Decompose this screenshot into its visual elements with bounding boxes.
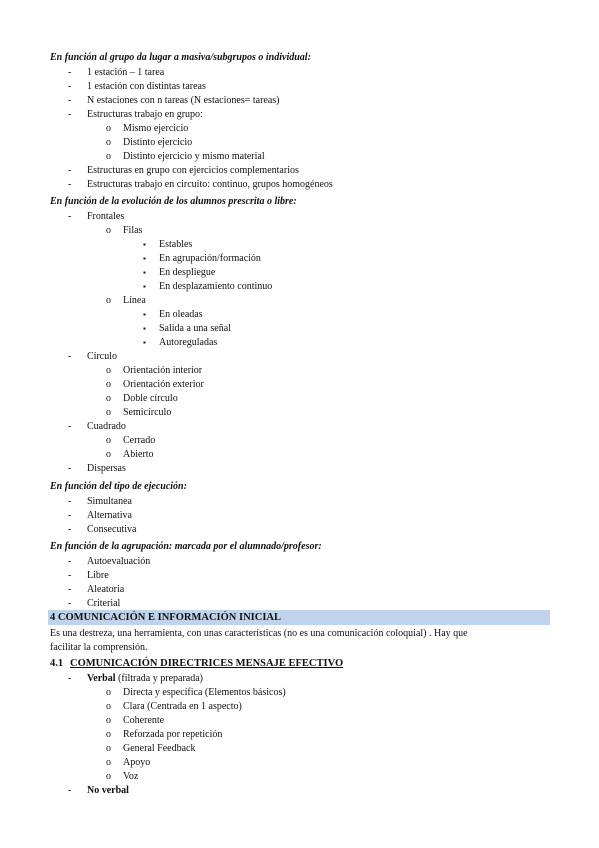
dash-marker: -	[68, 351, 72, 362]
circle-marker: o	[106, 123, 111, 134]
sub-list-item: Coherente	[123, 715, 165, 726]
square-marker: ▪	[143, 310, 146, 319]
square-marker: ▪	[143, 282, 146, 291]
dash-marker: -	[68, 421, 72, 432]
section-heading: En función de la agrupación: marcada por el alumnado/profesor:	[50, 541, 322, 552]
list-item: Libre	[87, 570, 109, 581]
list-item: Cuadrado	[87, 421, 126, 432]
circle-marker: o	[106, 225, 111, 236]
section-heading: En función del tipo de ejecución:	[50, 481, 187, 492]
dash-marker: -	[68, 510, 72, 521]
sub-sub-list-item: En despliegue	[159, 267, 216, 278]
circle-marker: o	[106, 771, 111, 782]
circle-marker: o	[106, 365, 111, 376]
square-marker: ▪	[143, 324, 146, 333]
sub-list-item: Abierto	[123, 449, 154, 460]
circle-marker: o	[106, 757, 111, 768]
dash-marker: -	[68, 67, 72, 78]
list-item: Estructuras trabajo en circuito: continuo, grupos homogéneos	[87, 179, 333, 190]
sub-list-item: Cerrado	[123, 435, 156, 446]
list-item: Alternativa	[87, 510, 132, 521]
sub-list-item: Clara (Centrada en 1 aspecto)	[123, 701, 242, 712]
dash-marker: -	[68, 95, 72, 106]
sub-list-item: Apoyo	[123, 757, 151, 768]
sub-list-item: Orientación interior	[123, 365, 203, 376]
sub-list-item: Línea	[123, 295, 146, 306]
sub-list-item: Filas	[123, 225, 143, 236]
section-heading: En función al grupo da lugar a masiva/subgrupos o individual:	[50, 52, 311, 63]
square-marker: ▪	[143, 338, 146, 347]
circle-marker: o	[106, 715, 111, 726]
sub-sub-list-item: En desplazamiento continuo	[159, 281, 273, 292]
square-marker: ▪	[143, 268, 146, 277]
dash-marker: -	[68, 673, 72, 684]
dash-marker: -	[68, 179, 72, 190]
list-item: N estaciones con n tareas (N estaciones= tareas)	[87, 95, 280, 106]
subsection-number: 4.1	[50, 658, 64, 669]
dash-marker: -	[68, 598, 72, 609]
circle-marker: o	[106, 701, 111, 712]
list-item: Autoevaluación	[87, 556, 151, 567]
square-marker: ▪	[143, 254, 146, 263]
list-item: Simultanea	[87, 496, 132, 507]
list-item: Frontales	[87, 211, 125, 222]
sub-list-item: Distinto ejercicio	[123, 137, 193, 148]
circle-marker: o	[106, 407, 111, 418]
list-item: Dispersas	[87, 463, 126, 474]
circle-marker: o	[106, 435, 111, 446]
sub-list-item: Voz	[123, 771, 139, 782]
list-item: Consecutiva	[87, 524, 137, 535]
dash-marker: -	[68, 463, 72, 474]
sub-list-item: Reforzada por repetición	[123, 729, 223, 740]
list-item: No verbal	[87, 785, 129, 796]
circle-marker: o	[106, 151, 111, 162]
verbal-note: (filtrada y preparada)	[118, 673, 203, 684]
square-marker: ▪	[143, 240, 146, 249]
circle-marker: o	[106, 393, 111, 404]
circle-marker: o	[106, 729, 111, 740]
sub-sub-list-item: Estables	[159, 239, 193, 250]
sub-list-item: Directa y específica (Elementos básicos)	[123, 687, 286, 698]
subsection-title: COMUNICACIÓN DIRECTRICES MENSAJE EFECTIVO	[70, 658, 344, 669]
list-item: Estructuras en grupo con ejercicios complementarios	[87, 165, 299, 176]
dash-marker: -	[68, 211, 72, 222]
sub-sub-list-item: Salida a una señal	[159, 323, 231, 334]
section-heading: En función de la evolución de los alumnos prescrita o libre:	[50, 196, 297, 207]
paragraph-line: facilitar la comprensión.	[50, 642, 148, 653]
circle-marker: o	[106, 743, 111, 754]
sub-list-item: General Feedback	[123, 743, 196, 754]
circle-marker: o	[106, 449, 111, 460]
dash-marker: -	[68, 496, 72, 507]
dash-marker: -	[68, 556, 72, 567]
dash-marker: -	[68, 524, 72, 535]
list-item: 1 estación – 1 tarea	[87, 67, 165, 78]
dash-marker: -	[68, 165, 72, 176]
sub-sub-list-item: Autoreguladas	[159, 337, 218, 348]
sub-list-item: Doble círculo	[123, 393, 178, 404]
circle-marker: o	[106, 687, 111, 698]
list-item: Criterial	[87, 598, 121, 609]
circle-marker: o	[106, 379, 111, 390]
list-item: Estructuras trabajo en grupo:	[87, 109, 203, 120]
dash-marker: -	[68, 81, 72, 92]
dash-marker: -	[68, 570, 72, 581]
sub-list-item: Distinto ejercicio y mismo material	[123, 151, 265, 162]
dash-marker: -	[68, 109, 72, 120]
dash-marker: -	[68, 785, 72, 796]
list-item	[87, 673, 203, 685]
list-item: Círculo	[87, 351, 117, 362]
sub-sub-list-item: En oleadas	[159, 309, 203, 320]
sub-sub-list-item: En agrupación/formación	[159, 253, 261, 264]
list-item: 1 estación con distintas tareas	[87, 81, 206, 92]
verbal-label: Verbal	[87, 673, 116, 684]
sub-list-item: Mismo ejercicio	[123, 123, 189, 134]
sub-list-item: Orientación exterior	[123, 379, 204, 390]
sub-list-item: Semicírculo	[123, 407, 172, 418]
paragraph-line: Es una destreza, una herramienta, con unas características (no es una comunicación coloquial) . Hay que	[50, 628, 468, 639]
chapter-title: 4 COMUNICACIÓN E INFORMACIÓN INICIAL	[50, 612, 282, 623]
list-item: Aleatoria	[87, 584, 125, 595]
circle-marker: o	[106, 137, 111, 148]
circle-marker: o	[106, 295, 111, 306]
dash-marker: -	[68, 584, 72, 595]
